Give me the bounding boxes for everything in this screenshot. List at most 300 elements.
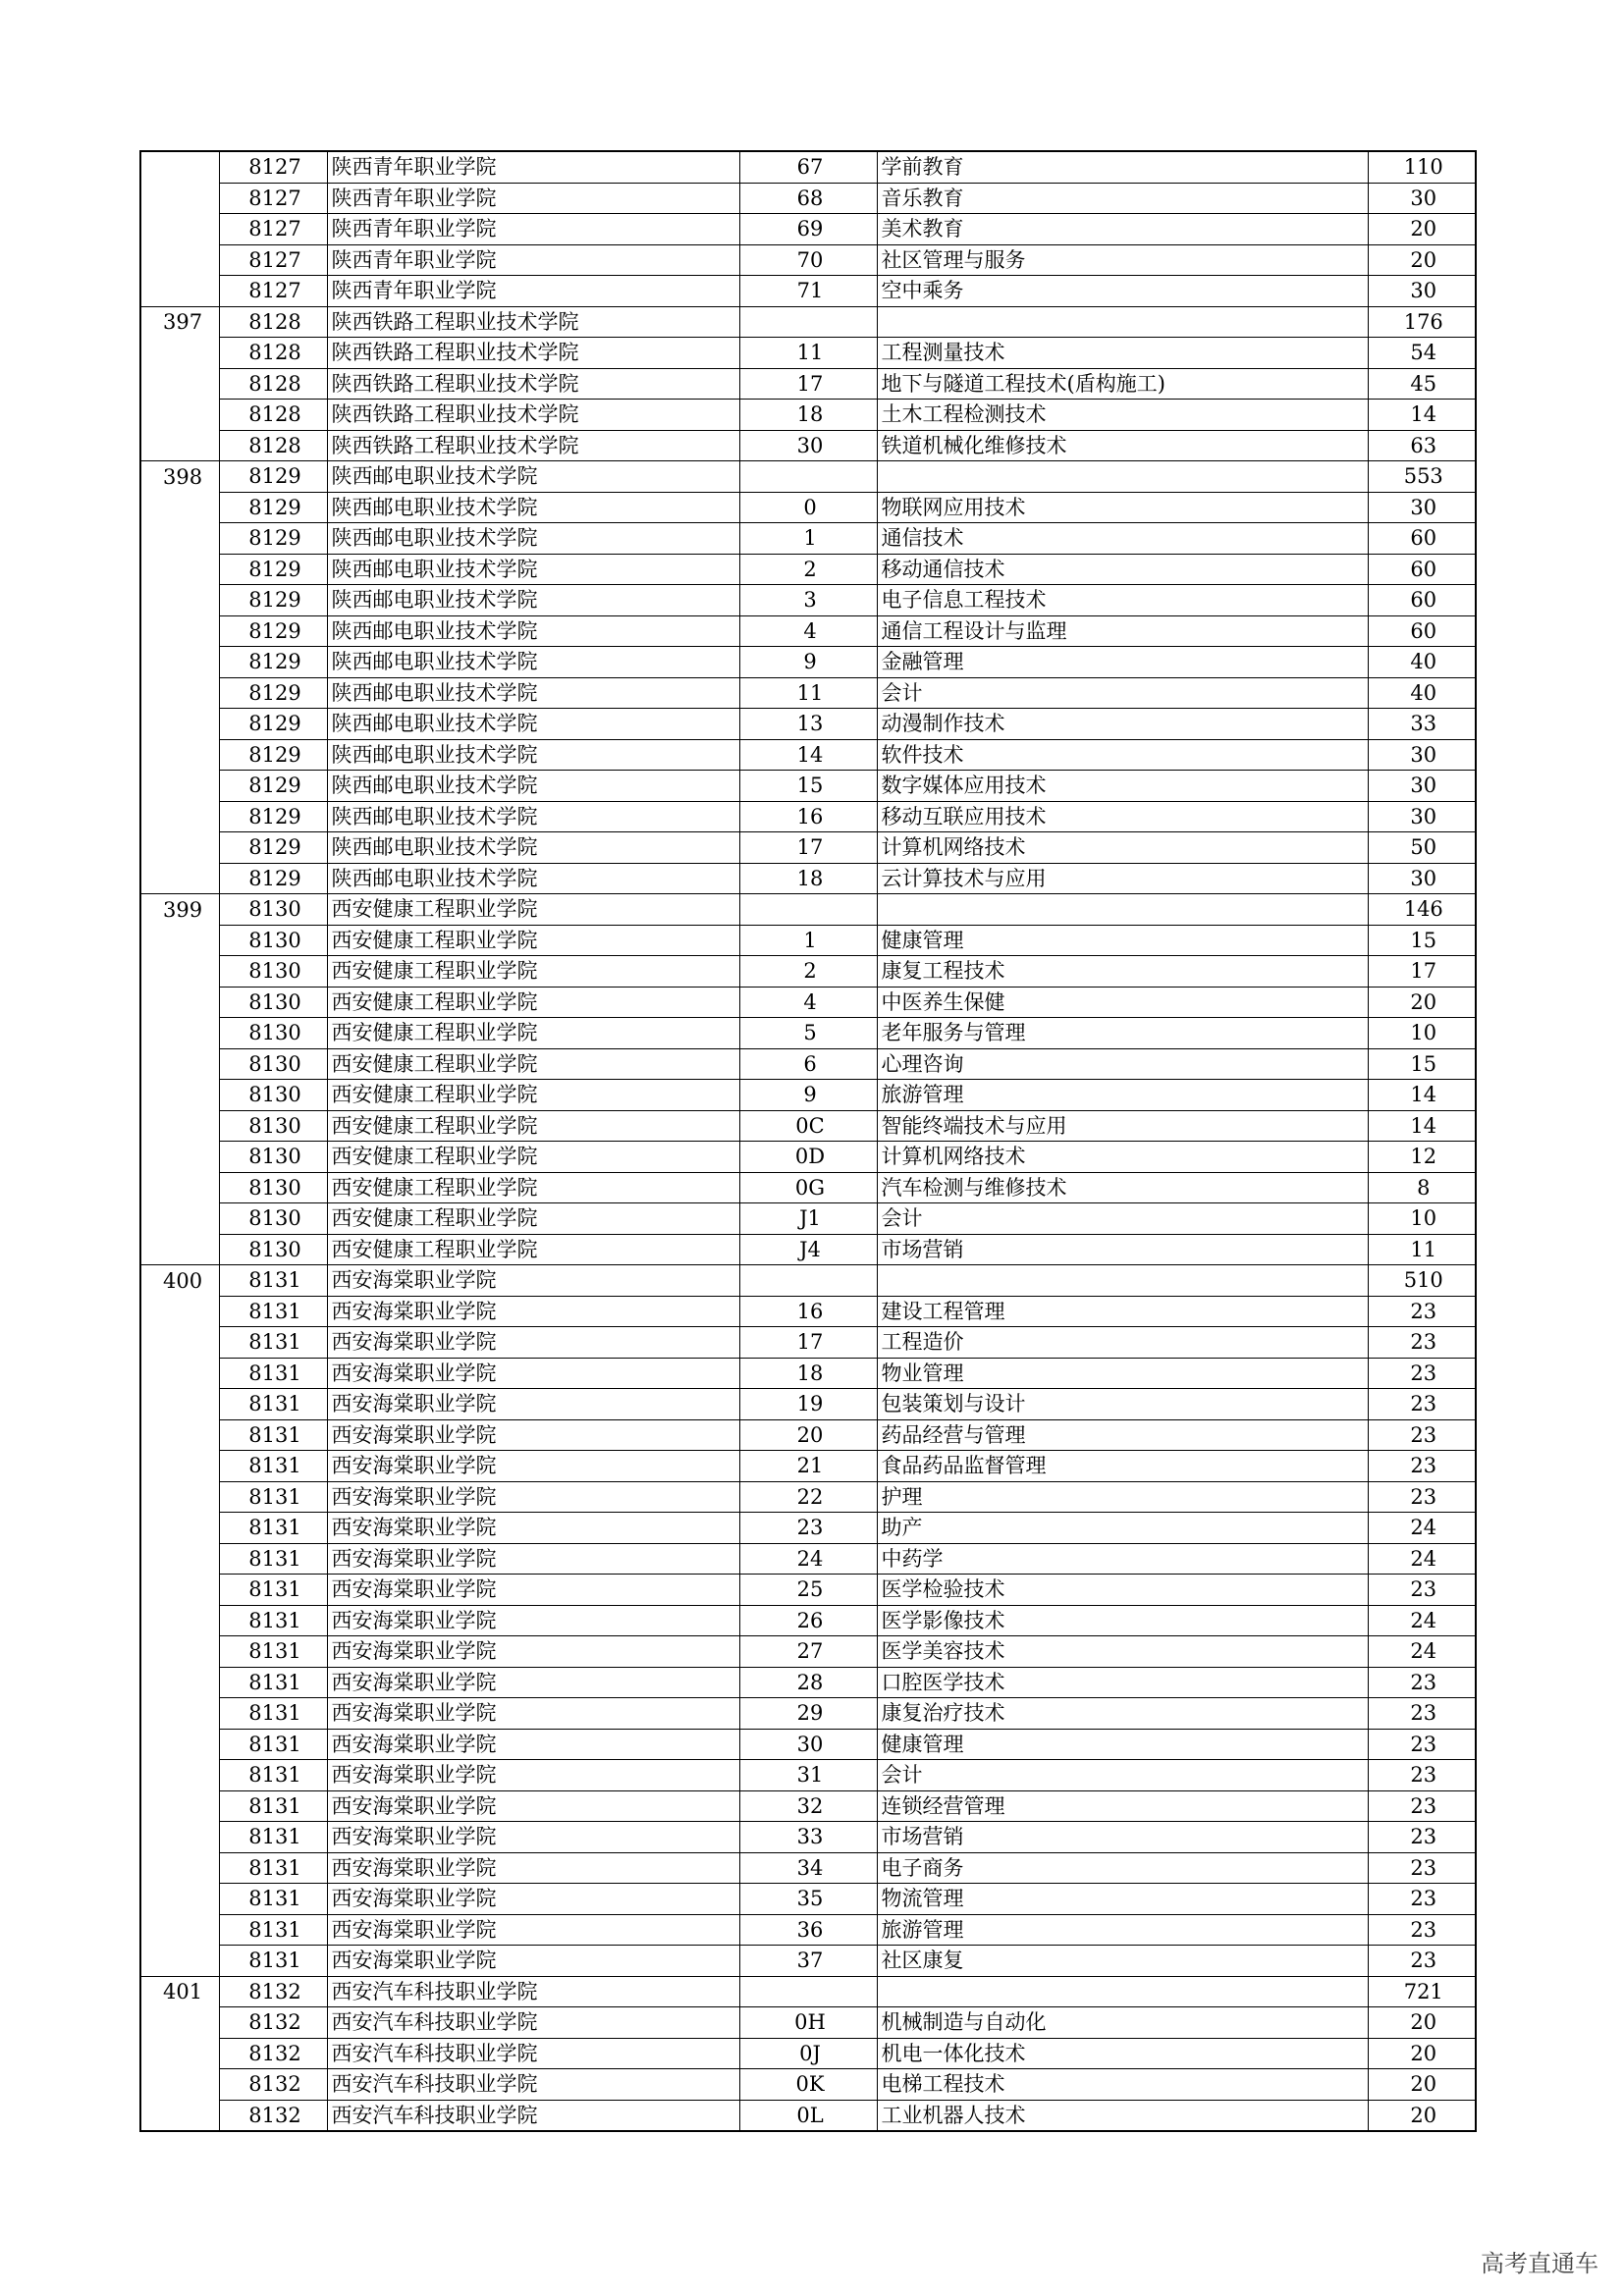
table-row <box>140 925 1476 956</box>
major-code-cell: 67 <box>739 151 877 183</box>
plan-count-cell: 23 <box>1368 1914 1476 1946</box>
major-code-cell <box>739 1265 877 1297</box>
plan-count-cell: 17 <box>1368 956 1476 988</box>
table-row <box>140 677 1476 709</box>
school-name-cell: 西安汽车科技职业学院 <box>327 2007 739 2039</box>
school-code-cell: 8127 <box>219 183 327 214</box>
plan-count-cell: 63 <box>1368 430 1476 461</box>
school-name-cell: 西安海棠职业学院 <box>327 1543 739 1575</box>
seq-cell <box>140 400 219 431</box>
table-row <box>140 1513 1476 1544</box>
seq-cell <box>140 1513 219 1544</box>
major-name-cell: 康复治疗技术 <box>877 1698 1368 1730</box>
major-code-cell: 32 <box>739 1790 877 1822</box>
school-code-cell: 8131 <box>219 1946 327 1977</box>
school-code-cell: 8130 <box>219 1203 327 1235</box>
school-name-cell: 西安海棠职业学院 <box>327 1327 739 1359</box>
seq-cell <box>140 1296 219 1327</box>
school-name-cell: 陕西铁路工程职业技术学院 <box>327 306 739 338</box>
seq-cell <box>140 1575 219 1606</box>
plan-count-cell: 721 <box>1368 1976 1476 2007</box>
table-row <box>140 1481 1476 1513</box>
major-name-cell: 医学美容技术 <box>877 1636 1368 1668</box>
major-name-cell: 会计 <box>877 1203 1368 1235</box>
table-row <box>140 1543 1476 1575</box>
major-code-cell: 24 <box>739 1543 877 1575</box>
major-code-cell: 3 <box>739 585 877 616</box>
school-code-cell: 8130 <box>219 1142 327 1173</box>
school-code-cell: 8129 <box>219 615 327 647</box>
table-row <box>140 1080 1476 1111</box>
school-code-cell: 8127 <box>219 276 327 307</box>
school-code-cell: 8129 <box>219 492 327 523</box>
major-name-cell: 学前教育 <box>877 151 1368 183</box>
major-code-cell: 6 <box>739 1048 877 1080</box>
major-code-cell: 70 <box>739 244 877 276</box>
major-code-cell: 16 <box>739 801 877 832</box>
table-row <box>140 709 1476 740</box>
table-row <box>140 2100 1476 2131</box>
major-name-cell: 会计 <box>877 1760 1368 1791</box>
major-name-cell: 汽车检测与维修技术 <box>877 1172 1368 1203</box>
major-name-cell: 社区管理与服务 <box>877 244 1368 276</box>
plan-count-cell: 33 <box>1368 709 1476 740</box>
major-name-cell: 电子商务 <box>877 1852 1368 1884</box>
plan-count-cell: 20 <box>1368 214 1476 245</box>
major-code-cell: 18 <box>739 863 877 894</box>
seq-cell <box>140 956 219 988</box>
plan-count-cell: 14 <box>1368 400 1476 431</box>
school-name-cell: 陕西铁路工程职业技术学院 <box>327 368 739 400</box>
school-code-cell: 8128 <box>219 306 327 338</box>
seq-cell <box>140 709 219 740</box>
major-name-cell: 助产 <box>877 1513 1368 1544</box>
school-code-cell: 8129 <box>219 739 327 771</box>
major-code-cell: 68 <box>739 183 877 214</box>
table-row <box>140 523 1476 555</box>
school-code-cell: 8128 <box>219 430 327 461</box>
school-code-cell: 8132 <box>219 2069 327 2101</box>
school-code-cell: 8130 <box>219 956 327 988</box>
major-code-cell <box>739 461 877 493</box>
major-name-cell <box>877 1976 1368 2007</box>
table-row <box>140 338 1476 369</box>
seq-cell <box>140 863 219 894</box>
seq-cell <box>140 677 219 709</box>
table-row <box>140 771 1476 802</box>
table-row <box>140 1760 1476 1791</box>
major-name-cell: 云计算技术与应用 <box>877 863 1368 894</box>
school-code-cell: 8131 <box>219 1575 327 1606</box>
plan-count-cell: 23 <box>1368 1790 1476 1822</box>
major-name-cell: 连锁经营管理 <box>877 1790 1368 1822</box>
table-row <box>140 1358 1476 1389</box>
school-summary-row <box>140 306 1476 338</box>
table-row <box>140 2007 1476 2039</box>
school-code-cell: 8131 <box>219 1698 327 1730</box>
major-code-cell: 1 <box>739 925 877 956</box>
school-name-cell: 西安海棠职业学院 <box>327 1698 739 1730</box>
school-code-cell: 8129 <box>219 523 327 555</box>
seq-cell <box>140 1451 219 1482</box>
table-row <box>140 1389 1476 1420</box>
plan-count-cell: 23 <box>1368 1327 1476 1359</box>
seq-cell <box>140 1110 219 1142</box>
seq-cell <box>140 1822 219 1853</box>
seq-cell <box>140 1358 219 1389</box>
plan-count-cell: 30 <box>1368 801 1476 832</box>
table-row <box>140 1327 1476 1359</box>
plan-count-cell: 54 <box>1368 338 1476 369</box>
major-code-cell: 2 <box>739 554 877 585</box>
table-row <box>140 1946 1476 1977</box>
seq-cell <box>140 554 219 585</box>
plan-count-cell: 20 <box>1368 2069 1476 2101</box>
major-code-cell: 27 <box>739 1636 877 1668</box>
major-code-cell: 31 <box>739 1760 877 1791</box>
school-name-cell: 西安健康工程职业学院 <box>327 1172 739 1203</box>
major-code-cell: 34 <box>739 1852 877 1884</box>
table-row <box>140 615 1476 647</box>
seq-cell <box>140 1605 219 1636</box>
seq-cell <box>140 647 219 678</box>
school-name-cell: 西安汽车科技职业学院 <box>327 2038 739 2069</box>
major-name-cell: 智能终端技术与应用 <box>877 1110 1368 1142</box>
school-code-cell: 8131 <box>219 1605 327 1636</box>
major-code-cell: 4 <box>739 987 877 1018</box>
table-row <box>140 151 1476 183</box>
enrollment-plan-table <box>139 150 1477 2132</box>
seq-cell <box>140 1142 219 1173</box>
major-name-cell: 电梯工程技术 <box>877 2069 1368 2101</box>
major-code-cell: 17 <box>739 832 877 864</box>
major-name-cell: 社区康复 <box>877 1946 1368 1977</box>
major-name-cell: 口腔医学技术 <box>877 1667 1368 1698</box>
table-row <box>140 1575 1476 1606</box>
major-name-cell: 铁道机械化维修技术 <box>877 430 1368 461</box>
school-name-cell: 西安健康工程职业学院 <box>327 1018 739 1049</box>
school-code-cell: 8132 <box>219 1976 327 2007</box>
table-row <box>140 1914 1476 1946</box>
plan-count-cell: 23 <box>1368 1729 1476 1760</box>
school-name-cell: 陕西邮电职业技术学院 <box>327 554 739 585</box>
plan-count-cell: 30 <box>1368 183 1476 214</box>
plan-count-cell: 23 <box>1368 1419 1476 1451</box>
major-name-cell <box>877 461 1368 493</box>
major-name-cell: 医学影像技术 <box>877 1605 1368 1636</box>
plan-count-cell: 60 <box>1368 554 1476 585</box>
major-name-cell: 旅游管理 <box>877 1914 1368 1946</box>
table-row <box>140 1822 1476 1853</box>
seq-cell <box>140 1667 219 1698</box>
plan-count-cell: 24 <box>1368 1605 1476 1636</box>
major-code-cell: 29 <box>739 1698 877 1730</box>
table-body <box>140 151 1476 2131</box>
school-name-cell: 西安海棠职业学院 <box>327 1946 739 1977</box>
major-code-cell: 25 <box>739 1575 877 1606</box>
table-row <box>140 1451 1476 1482</box>
school-name-cell: 西安健康工程职业学院 <box>327 925 739 956</box>
major-code-cell: 20 <box>739 1419 877 1451</box>
table-row <box>140 1296 1476 1327</box>
major-name-cell: 通信技术 <box>877 523 1368 555</box>
major-name-cell: 市场营销 <box>877 1234 1368 1265</box>
major-name-cell <box>877 1265 1368 1297</box>
major-name-cell: 工程造价 <box>877 1327 1368 1359</box>
table-row <box>140 832 1476 864</box>
plan-count-cell: 23 <box>1368 1822 1476 1853</box>
major-name-cell: 药品经营与管理 <box>877 1419 1368 1451</box>
school-code-cell: 8131 <box>219 1389 327 1420</box>
major-code-cell: 16 <box>739 1296 877 1327</box>
school-code-cell: 8131 <box>219 1358 327 1389</box>
seq-cell <box>140 1790 219 1822</box>
seq-cell <box>140 2069 219 2101</box>
major-name-cell: 中医养生保健 <box>877 987 1368 1018</box>
seq-cell <box>140 1914 219 1946</box>
major-code-cell: 28 <box>739 1667 877 1698</box>
school-code-cell: 8130 <box>219 987 327 1018</box>
seq-cell <box>140 183 219 214</box>
plan-count-cell: 15 <box>1368 1048 1476 1080</box>
school-code-cell: 8129 <box>219 863 327 894</box>
seq-cell <box>140 244 219 276</box>
school-name-cell: 陕西邮电职业技术学院 <box>327 461 739 493</box>
school-code-cell: 8128 <box>219 368 327 400</box>
school-code-cell: 8129 <box>219 677 327 709</box>
plan-count-cell: 24 <box>1368 1636 1476 1668</box>
table-row <box>140 368 1476 400</box>
school-name-cell: 西安健康工程职业学院 <box>327 987 739 1018</box>
plan-count-cell: 23 <box>1368 1667 1476 1698</box>
school-name-cell: 陕西青年职业学院 <box>327 214 739 245</box>
school-name-cell: 西安海棠职业学院 <box>327 1884 739 1915</box>
school-code-cell: 8129 <box>219 801 327 832</box>
table-row <box>140 1729 1476 1760</box>
seq-cell <box>140 1760 219 1791</box>
school-code-cell: 8129 <box>219 554 327 585</box>
plan-count-cell: 20 <box>1368 2100 1476 2131</box>
school-code-cell: 8129 <box>219 585 327 616</box>
major-name-cell: 旅游管理 <box>877 1080 1368 1111</box>
school-name-cell: 西安汽车科技职业学院 <box>327 2069 739 2101</box>
school-name-cell: 西安汽车科技职业学院 <box>327 1976 739 2007</box>
major-name-cell: 移动通信技术 <box>877 554 1368 585</box>
plan-count-cell: 23 <box>1368 1946 1476 1977</box>
plan-count-cell: 23 <box>1368 1451 1476 1482</box>
major-name-cell: 通信工程设计与监理 <box>877 615 1368 647</box>
school-name-cell: 陕西铁路工程职业技术学院 <box>327 430 739 461</box>
seq-cell <box>140 801 219 832</box>
major-code-cell: 17 <box>739 1327 877 1359</box>
major-name-cell: 中药学 <box>877 1543 1368 1575</box>
plan-count-cell: 60 <box>1368 585 1476 616</box>
seq-cell <box>140 492 219 523</box>
seq-cell <box>140 739 219 771</box>
major-code-cell: 11 <box>739 677 877 709</box>
major-name-cell: 护理 <box>877 1481 1368 1513</box>
major-code-cell: 0G <box>739 1172 877 1203</box>
school-name-cell: 陕西青年职业学院 <box>327 183 739 214</box>
major-name-cell: 数字媒体应用技术 <box>877 771 1368 802</box>
major-name-cell: 市场营销 <box>877 1822 1368 1853</box>
school-name-cell: 陕西邮电职业技术学院 <box>327 647 739 678</box>
seq-cell <box>140 987 219 1018</box>
major-name-cell: 电子信息工程技术 <box>877 585 1368 616</box>
school-name-cell: 陕西青年职业学院 <box>327 244 739 276</box>
major-name-cell: 康复工程技术 <box>877 956 1368 988</box>
table-row <box>140 1667 1476 1698</box>
table-row <box>140 1698 1476 1730</box>
school-code-cell: 8128 <box>219 400 327 431</box>
seq-cell <box>140 1946 219 1977</box>
school-name-cell: 陕西邮电职业技术学院 <box>327 523 739 555</box>
school-name-cell: 陕西邮电职业技术学院 <box>327 585 739 616</box>
major-name-cell: 机电一体化技术 <box>877 2038 1368 2069</box>
major-name-cell: 美术教育 <box>877 214 1368 245</box>
major-name-cell: 计算机网络技术 <box>877 1142 1368 1173</box>
major-name-cell: 地下与隧道工程技术(盾构施工) <box>877 368 1368 400</box>
school-code-cell: 8131 <box>219 1636 327 1668</box>
school-name-cell: 西安海棠职业学院 <box>327 1914 739 1946</box>
plan-count-cell: 23 <box>1368 1296 1476 1327</box>
table-row <box>140 492 1476 523</box>
seq-cell <box>140 1543 219 1575</box>
school-name-cell: 西安海棠职业学院 <box>327 1265 739 1297</box>
seq-cell <box>140 1852 219 1884</box>
school-name-cell: 陕西邮电职业技术学院 <box>327 492 739 523</box>
table-row <box>140 2038 1476 2069</box>
school-name-cell: 西安健康工程职业学院 <box>327 1203 739 1235</box>
school-name-cell: 西安海棠职业学院 <box>327 1389 739 1420</box>
seq-cell <box>140 1884 219 1915</box>
major-code-cell: 0D <box>739 1142 877 1173</box>
table-row <box>140 1636 1476 1668</box>
major-name-cell: 物业管理 <box>877 1358 1368 1389</box>
school-code-cell: 8127 <box>219 214 327 245</box>
school-code-cell: 8131 <box>219 1419 327 1451</box>
seq-cell <box>140 2038 219 2069</box>
plan-count-cell: 553 <box>1368 461 1476 493</box>
major-code-cell: 9 <box>739 1080 877 1111</box>
plan-count-cell: 14 <box>1368 1080 1476 1111</box>
seq-cell <box>140 1018 219 1049</box>
seq-cell: 397 <box>140 306 219 338</box>
major-name-cell: 健康管理 <box>877 1729 1368 1760</box>
plan-count-cell: 20 <box>1368 2038 1476 2069</box>
major-name-cell: 工程测量技术 <box>877 338 1368 369</box>
plan-count-cell: 24 <box>1368 1513 1476 1544</box>
major-code-cell: 71 <box>739 276 877 307</box>
major-code-cell: 5 <box>739 1018 877 1049</box>
table-row <box>140 1172 1476 1203</box>
table-row <box>140 1605 1476 1636</box>
school-code-cell: 8127 <box>219 151 327 183</box>
major-name-cell: 医学检验技术 <box>877 1575 1368 1606</box>
school-code-cell: 8131 <box>219 1265 327 1297</box>
seq-cell <box>140 925 219 956</box>
table-row <box>140 1203 1476 1235</box>
school-code-cell: 8131 <box>219 1543 327 1575</box>
school-code-cell: 8130 <box>219 1018 327 1049</box>
major-name-cell <box>877 894 1368 926</box>
school-name-cell: 陕西邮电职业技术学院 <box>327 677 739 709</box>
plan-count-cell: 23 <box>1368 1698 1476 1730</box>
school-name-cell: 西安健康工程职业学院 <box>327 1234 739 1265</box>
school-name-cell: 西安海棠职业学院 <box>327 1481 739 1513</box>
plan-count-cell: 30 <box>1368 276 1476 307</box>
seq-cell <box>140 1481 219 1513</box>
plan-count-cell: 60 <box>1368 523 1476 555</box>
major-name-cell: 心理咨询 <box>877 1048 1368 1080</box>
seq-cell: 400 <box>140 1265 219 1297</box>
school-code-cell: 8130 <box>219 1172 327 1203</box>
major-code-cell: 33 <box>739 1822 877 1853</box>
plan-count-cell: 30 <box>1368 863 1476 894</box>
major-name-cell: 物流管理 <box>877 1884 1368 1915</box>
school-code-cell: 8131 <box>219 1760 327 1791</box>
school-name-cell: 陕西邮电职业技术学院 <box>327 615 739 647</box>
school-name-cell: 西安海棠职业学院 <box>327 1760 739 1791</box>
school-code-cell: 8131 <box>219 1667 327 1698</box>
major-name-cell: 软件技术 <box>877 739 1368 771</box>
major-code-cell: 69 <box>739 214 877 245</box>
plan-count-cell: 146 <box>1368 894 1476 926</box>
major-code-cell: 19 <box>739 1389 877 1420</box>
seq-cell <box>140 2007 219 2039</box>
school-name-cell: 西安海棠职业学院 <box>327 1451 739 1482</box>
major-name-cell: 动漫制作技术 <box>877 709 1368 740</box>
plan-count-cell: 24 <box>1368 1543 1476 1575</box>
school-code-cell: 8132 <box>219 2100 327 2131</box>
major-name-cell: 机械制造与自动化 <box>877 2007 1368 2039</box>
major-code-cell: 0J <box>739 2038 877 2069</box>
major-name-cell: 老年服务与管理 <box>877 1018 1368 1049</box>
plan-count-cell: 23 <box>1368 1884 1476 1915</box>
school-name-cell: 西安海棠职业学院 <box>327 1822 739 1853</box>
seq-cell <box>140 1234 219 1265</box>
school-name-cell: 西安汽车科技职业学院 <box>327 2100 739 2131</box>
plan-count-cell: 23 <box>1368 1760 1476 1791</box>
school-name-cell: 陕西邮电职业技术学院 <box>327 709 739 740</box>
major-code-cell: 0 <box>739 492 877 523</box>
table-row <box>140 244 1476 276</box>
seq-cell <box>140 214 219 245</box>
major-code-cell: 15 <box>739 771 877 802</box>
seq-cell <box>140 1729 219 1760</box>
seq-cell <box>140 1203 219 1235</box>
major-name-cell: 土木工程检测技术 <box>877 400 1368 431</box>
school-code-cell: 8130 <box>219 1048 327 1080</box>
table-row <box>140 1018 1476 1049</box>
table-row <box>140 214 1476 245</box>
school-code-cell: 8129 <box>219 709 327 740</box>
plan-count-cell: 23 <box>1368 1852 1476 1884</box>
school-code-cell: 8131 <box>219 1852 327 1884</box>
school-name-cell: 陕西铁路工程职业技术学院 <box>327 400 739 431</box>
table-row <box>140 1142 1476 1173</box>
table-row <box>140 1110 1476 1142</box>
school-name-cell: 西安海棠职业学院 <box>327 1513 739 1544</box>
seq-cell: 398 <box>140 461 219 493</box>
seq-cell: 401 <box>140 1976 219 2007</box>
school-name-cell: 西安海棠职业学院 <box>327 1575 739 1606</box>
major-code-cell: 18 <box>739 400 877 431</box>
plan-count-cell: 45 <box>1368 368 1476 400</box>
plan-count-cell: 176 <box>1368 306 1476 338</box>
seq-cell <box>140 430 219 461</box>
school-code-cell: 8131 <box>219 1296 327 1327</box>
